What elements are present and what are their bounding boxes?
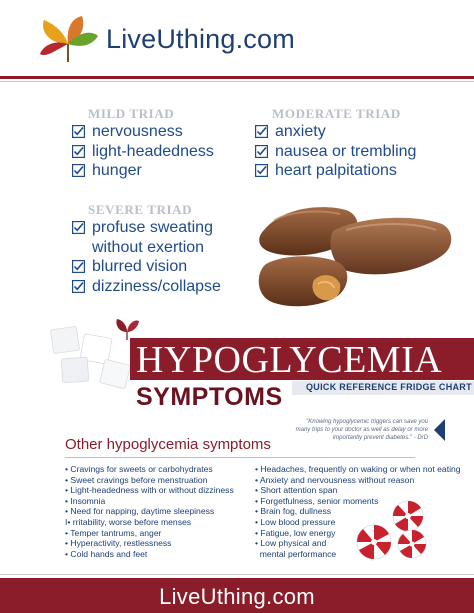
list-item	[72, 277, 221, 297]
list-item: • Headaches, frequently on waking or when not eating	[255, 464, 461, 474]
item-label: nervousness	[92, 123, 183, 140]
list-item: • Short attention span	[255, 485, 338, 496]
checkbox-checked-icon	[255, 164, 270, 177]
list-item	[72, 161, 214, 181]
item-label: light-headedness	[92, 142, 214, 160]
page-header	[0, 0, 474, 78]
list-item: • Insomnia	[65, 495, 106, 506]
list-item: • Hyperactivity, restlessness	[65, 538, 172, 549]
triangle-marker-icon	[432, 418, 446, 442]
list-item: • Sweet cravings before menstruation	[65, 474, 208, 485]
brand-title[interactable]: LiveUthing.com	[106, 24, 295, 54]
moderate-triad-list	[255, 122, 416, 181]
list-item: I• rritability, worse before menses	[65, 516, 192, 527]
list-item: • Cravings for sweets or carbohydrates	[65, 464, 213, 474]
list-item: • Light-headedness with or without dizziness	[65, 485, 234, 496]
checkbox-checked-icon	[72, 145, 87, 158]
item-label: dizziness/collapse	[92, 277, 221, 295]
moderate-triad-title: MODERATE TRIAD	[272, 106, 401, 121]
ginkgo-leaf-logo-icon	[38, 14, 100, 66]
checkbox-checked-icon	[72, 221, 87, 234]
header-divider	[0, 76, 474, 79]
header-divider-thin	[0, 81, 474, 82]
list-item: mental performance	[255, 548, 337, 559]
list-item	[72, 142, 214, 162]
ginkgo-leaf-icon	[114, 318, 140, 340]
checkbox-checked-icon	[72, 125, 87, 138]
list-item	[72, 238, 221, 258]
mild-triad-title: MILD TRIAD	[88, 106, 175, 121]
checkbox-checked-icon	[255, 125, 270, 138]
other-symptoms-left-list	[65, 464, 234, 559]
page-title: HYPOGLYCEMIA	[136, 339, 443, 381]
list-item: • Anxiety and nervousness without reason	[255, 474, 415, 485]
footer-brand-link[interactable]: LiveUthing.com	[159, 584, 315, 609]
list-item: • Need for napping, daytime sleepiness	[65, 506, 215, 517]
footer-divider	[0, 574, 474, 575]
list-item: • Low physical and	[255, 538, 327, 549]
item-label: anxiety	[275, 123, 326, 140]
mild-triad-list	[72, 122, 214, 181]
list-item: • Temper tantrums, anger	[65, 527, 162, 538]
checkbox-checked-icon	[72, 164, 87, 177]
item-label: heart palpitations	[275, 162, 397, 179]
checkbox-checked-icon	[72, 280, 87, 293]
list-item	[255, 161, 416, 181]
list-item: • Low blood pressure	[255, 516, 336, 527]
other-symptoms-heading: Other hypoglycemia symptoms	[65, 436, 271, 453]
list-item: • Fatigue, low energy	[255, 527, 336, 538]
peppermint-candies-image	[352, 498, 434, 564]
item-label: hunger	[92, 162, 142, 179]
item-label: blurred vision	[92, 258, 188, 275]
list-item	[255, 142, 416, 162]
page-subtitle: SYMPTOMS	[136, 383, 283, 411]
item-label: profuse sweating	[92, 219, 213, 236]
checkbox-checked-icon	[255, 145, 270, 158]
severe-triad-list	[72, 218, 221, 296]
list-item	[72, 257, 221, 277]
chocolate-bars-image	[254, 200, 456, 310]
doctor-quote: "Knowing hypoglycemic triggers can save you many trips to your doctor as well as delay or more importantly prevent diabetes." - DrD	[295, 419, 428, 441]
item-label: nausea or trembling	[275, 142, 417, 160]
list-item	[72, 218, 221, 238]
section-divider	[65, 457, 415, 458]
severe-triad-title: SEVERE TRIAD	[88, 202, 193, 217]
list-item: • Cold hands and feet	[65, 548, 148, 559]
list-item: • Brain fog, dullness	[255, 506, 332, 517]
list-item	[72, 122, 214, 142]
list-item: • Forgetfulness, senior moments	[255, 495, 379, 506]
tagline-text: QUICK REFERENCE FRIDGE CHART	[306, 382, 472, 392]
list-item	[255, 122, 416, 142]
checkbox-checked-icon	[72, 260, 87, 273]
item-label: without exertion	[92, 238, 205, 256]
